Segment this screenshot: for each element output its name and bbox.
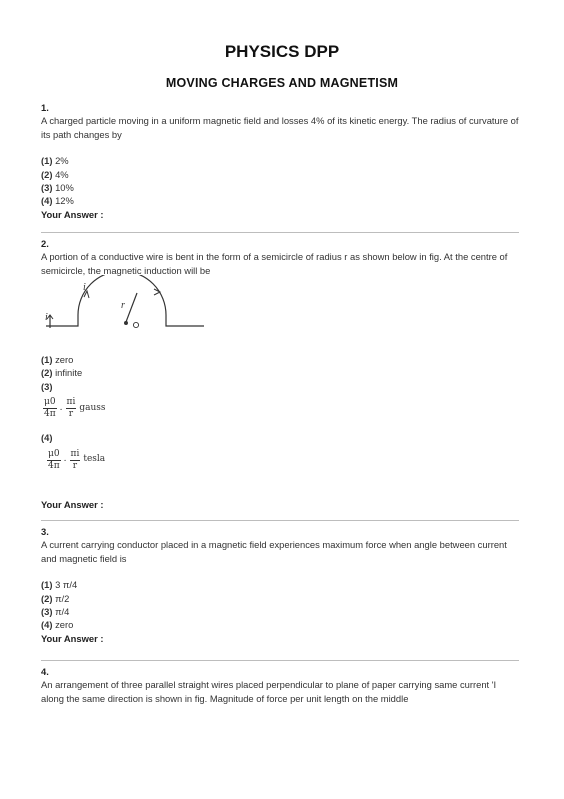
question-number: 1. — [41, 102, 49, 113]
option-2: (2) infinite — [41, 367, 83, 379]
question-number: 2. — [41, 238, 49, 249]
question-text: A current carrying conductor placed in a magnetic field experiences maximum force when angle between current and magnetic field is — [41, 539, 507, 564]
figure-label-current: i — [45, 312, 48, 323]
question-text: A charged particle moving in a uniform magnetic field and losses 4% of its kinetic energy. The radius of curvature of its path changes by — [41, 115, 519, 140]
divider — [41, 520, 519, 521]
option-3: (3) 10% — [41, 182, 74, 194]
page-subtitle: MOVING CHARGES AND MAGNETISM — [165, 76, 399, 90]
semicircle-wire-figure — [38, 275, 238, 345]
option-4-formula: $\frac{\mu 0}{4\pi}$ . $\frac{\pi i}{r}$ tesla — [48, 448, 106, 471]
option-1: (1) zero — [41, 354, 74, 365]
option-4: (4) — [41, 432, 53, 444]
option-4: (4) 12% — [41, 195, 74, 207]
figure-label-radius: r — [121, 300, 125, 311]
option-3-formula: $\frac{\mu 0}{4\pi}$ . $\frac{\pi i}{r}$ gauss — [44, 397, 106, 420]
option-3: (3) π/4 — [41, 606, 70, 618]
option-2: (2) 4% — [41, 168, 69, 180]
option-4: (4) zero — [41, 619, 74, 631]
question-1 — [41, 101, 519, 221]
question-2-options — [41, 353, 519, 472]
page-title: PHYSICS DPP — [224, 42, 340, 61]
question-4 — [41, 665, 519, 705]
question-text: An arrangement of three parallel straight wires placed perpendicular to plane of paper carrying same current 'I along the same direction is shown in fig. Magnitude of force per unit length on the middle — [41, 679, 497, 704]
option-3: (3) — [41, 380, 53, 392]
question-3 — [41, 525, 519, 645]
option-2: (2) π/2 — [41, 592, 70, 604]
option-1: (1) 3 π/4 — [41, 579, 78, 591]
option-1: (1) 2% — [41, 155, 69, 167]
divider — [41, 660, 519, 661]
question-2-answer — [41, 498, 519, 511]
question-2 — [41, 237, 519, 277]
your-answer-label: Your Answer : — [41, 632, 104, 644]
your-answer-label: Your Answer : — [41, 208, 104, 220]
question-number: 4. — [41, 666, 49, 677]
question-text: A portion of a conductive wire is bent in the form of a semicircle of radius r as shown below in fig. At the centre of semicircle, the magnetic induction will be — [41, 251, 508, 276]
question-number: 3. — [41, 526, 49, 537]
figure-label-current: i — [83, 282, 86, 293]
divider — [41, 232, 519, 233]
your-answer-label: Your Answer : — [41, 499, 104, 510]
